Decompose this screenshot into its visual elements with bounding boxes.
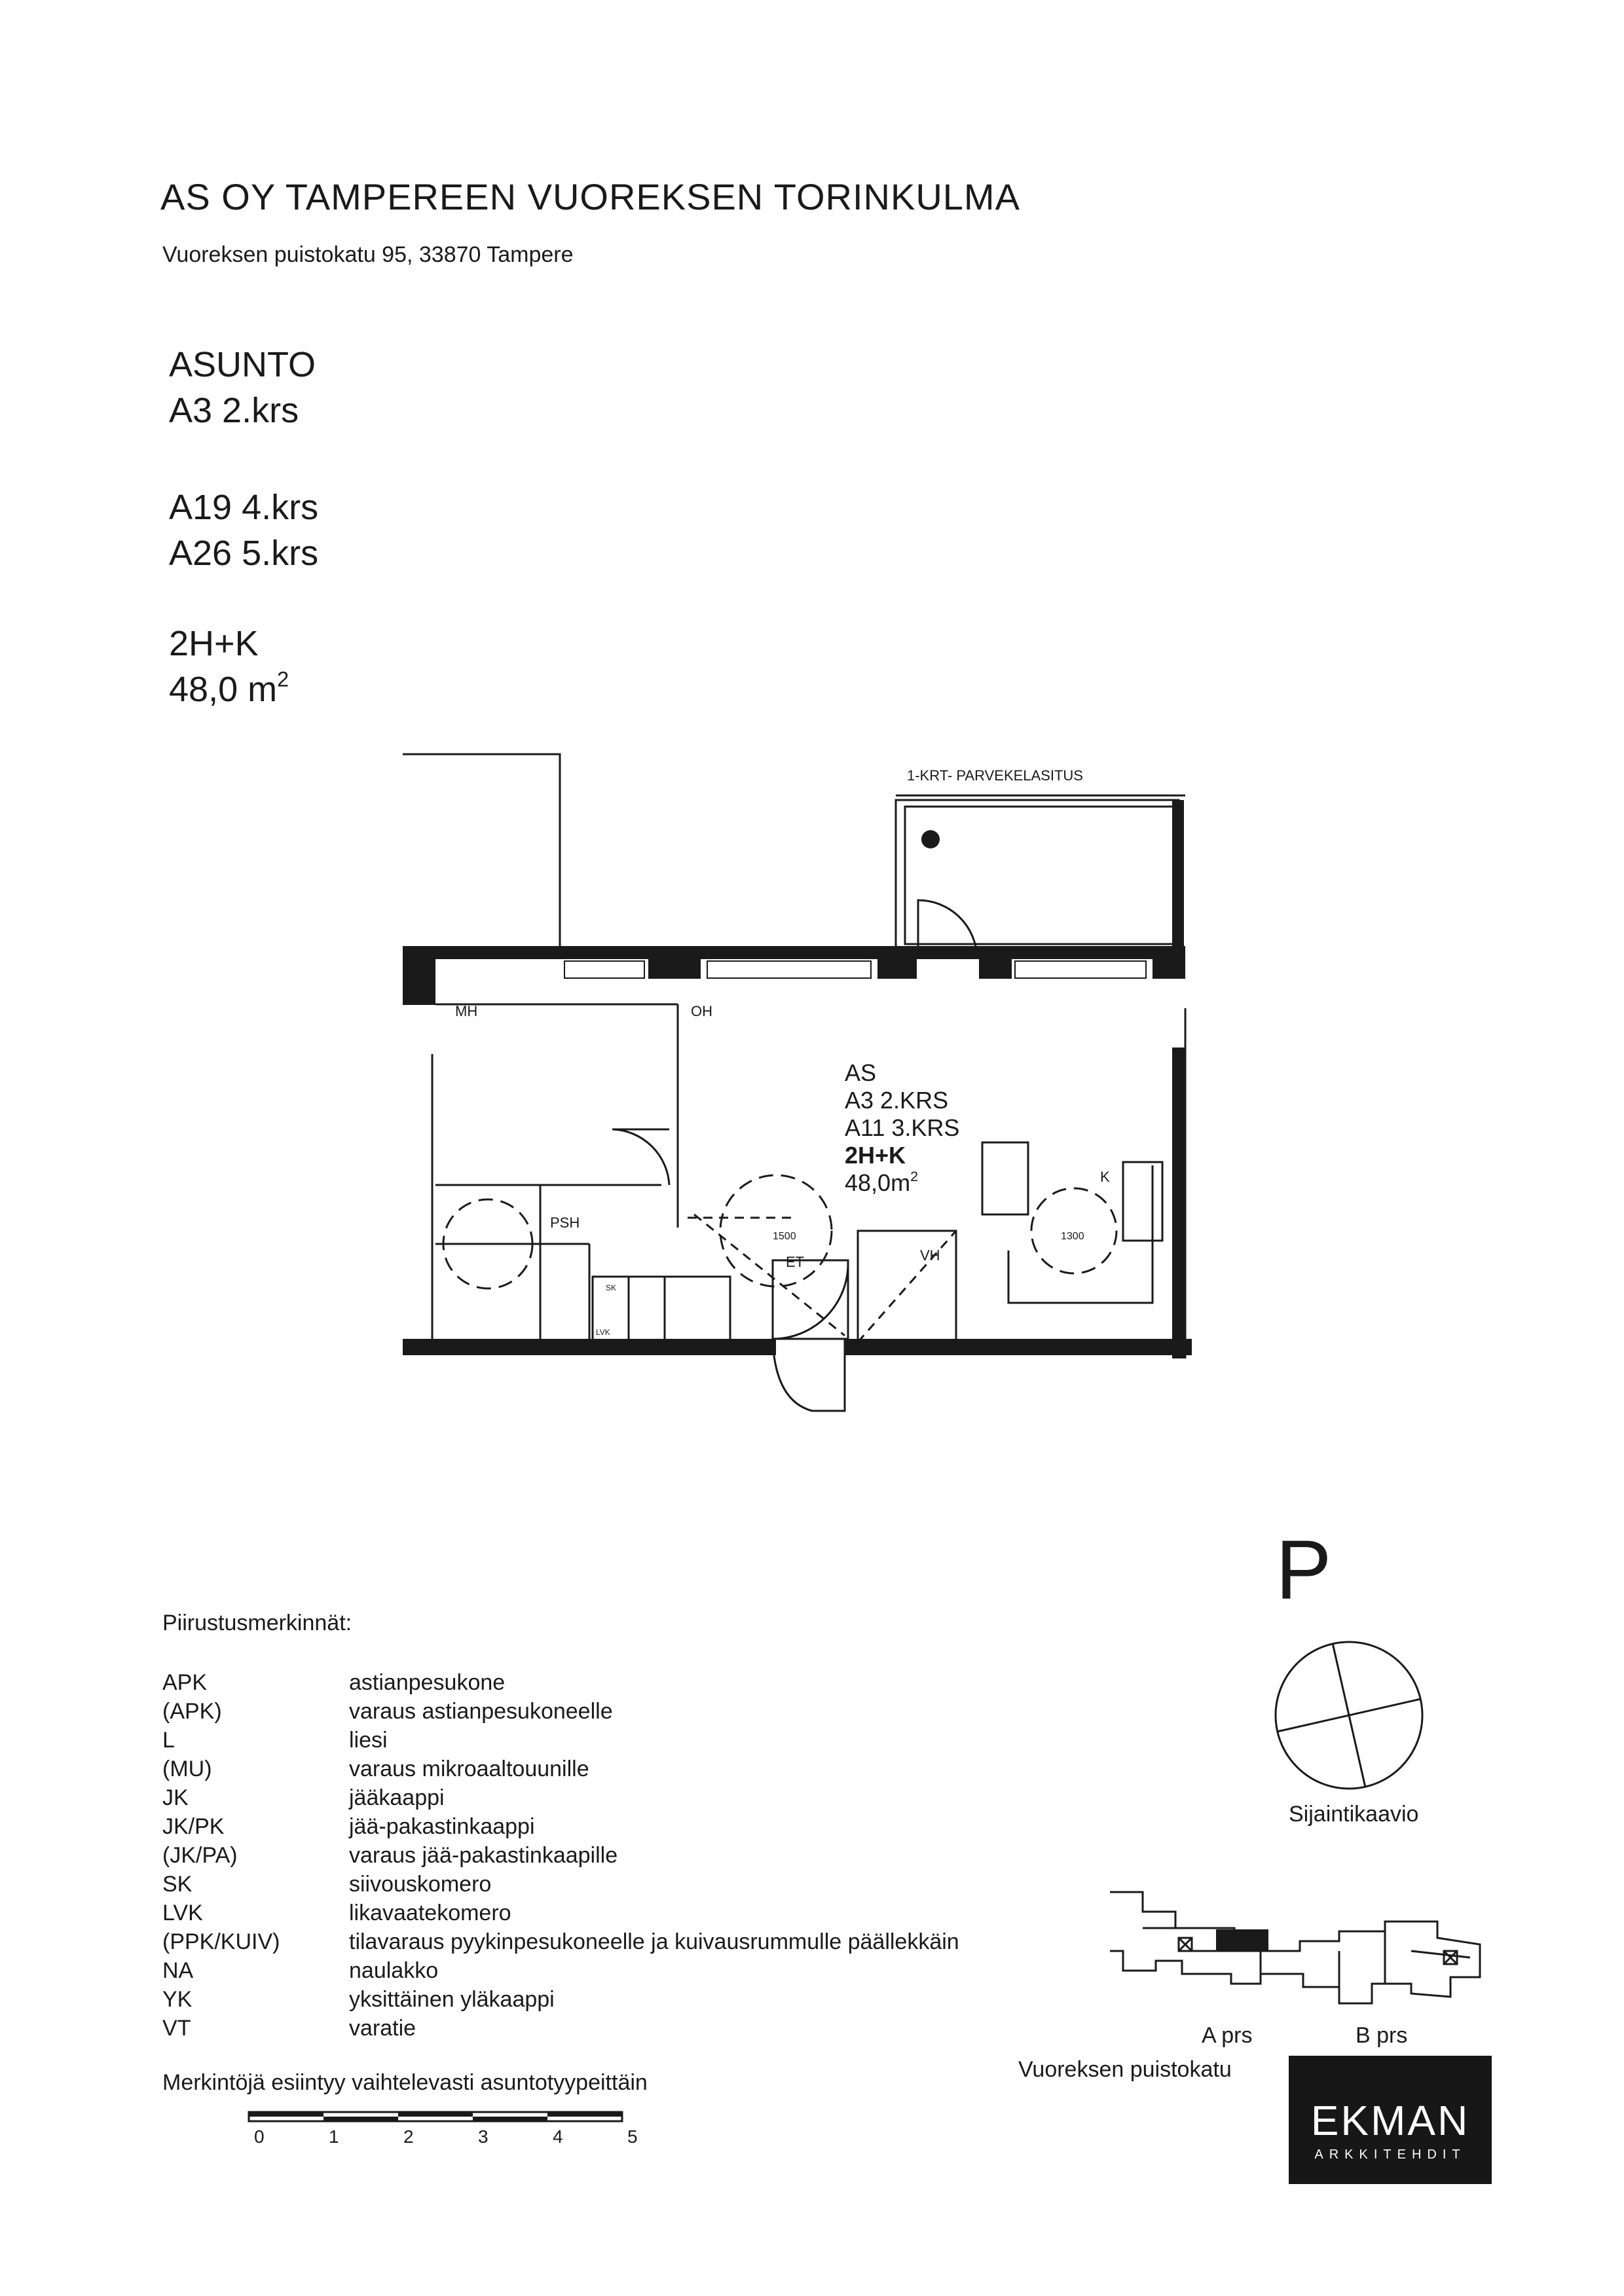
label-sk: SK — [606, 1283, 617, 1292]
room-label-mh: MH — [455, 1003, 478, 1019]
legend-row: L liesi — [162, 1728, 388, 1753]
unit-other-block — [169, 484, 318, 576]
unit-other: A19 4.krs — [169, 488, 319, 527]
ekman-logo — [1289, 2056, 1492, 2184]
legend-row: JK jääkaappi — [162, 1785, 445, 1810]
scale-tick: 1 — [329, 2126, 339, 2147]
project-address: Vuoreksen puistokatu 95, 33870 Tampere — [162, 242, 574, 267]
dimension-et: 1500 — [773, 1231, 796, 1242]
legend-row: YK yksittäinen yläkaappi — [162, 1987, 555, 2012]
scale-tick: 4 — [553, 2126, 563, 2147]
legend-row: NA naulakko — [162, 1958, 439, 1983]
a-building-label: A prs — [1202, 2023, 1253, 2048]
label-lvk: LVK — [596, 1328, 610, 1337]
unit-type-block — [169, 621, 289, 712]
legend-row: (MU) varaus mikroaaltouunille — [162, 1757, 589, 1781]
scale-bar — [242, 2107, 642, 2133]
scale-tick: 3 — [478, 2126, 489, 2147]
scale-tick: 0 — [254, 2126, 265, 2147]
legend-row: (PPK/KUIV) tilavaraus pyykinpesukoneelle ja kuivausrummulle päällekkäin — [162, 1929, 959, 1954]
dimension-k: 1300 — [1061, 1231, 1084, 1242]
room-label-k: K — [1100, 1169, 1110, 1185]
site-plan-diagram — [1103, 1879, 1483, 2010]
unit-area: 48,0 $m^2$ — [169, 667, 289, 709]
north-letter: P — [1276, 1523, 1332, 1617]
legend-row: JK/PK jää-pakastinkaappi — [162, 1814, 535, 1839]
room-label-psh: PSH — [550, 1214, 580, 1231]
unit-type: 2H+K — [169, 624, 259, 663]
legend-row: SK siivouskomero — [162, 1872, 492, 1897]
unit-label: ASUNTO — [169, 345, 316, 384]
unit-block — [169, 342, 316, 433]
logo-name: EKMAN — [1310, 2097, 1470, 2144]
unit-other: A26 5.krs — [169, 534, 319, 573]
logo-subtitle: ARKKITEHDIT — [1314, 2147, 1466, 2162]
north-compass-icon — [1270, 1637, 1428, 1794]
location-diagram-caption: Sijaintikaavio — [1289, 1802, 1419, 1827]
legend-row: (APK) varaus astianpesukoneelle — [162, 1699, 613, 1724]
balcony-label: 1-KRT- PARVEKELASITUS — [907, 767, 1083, 784]
legend-note: Merkintöjä esiintyy vaihtelevasti asuntotyypeittäin — [162, 2070, 648, 2095]
legend-row: APK astianpesukone — [162, 1670, 506, 1695]
unit-primary: A3 2.krs — [169, 391, 299, 430]
legend-list — [162, 1668, 959, 2043]
room-label-oh: OH — [691, 1003, 712, 1019]
legend-row: VT varatie — [162, 2016, 416, 2041]
room-label-et: ET — [786, 1254, 805, 1270]
floor-plan — [393, 746, 1238, 1434]
legend-row: (JK/PA) varaus jää-pakastinkaapille — [162, 1843, 618, 1868]
legend-row: LVK likavaatekomero — [162, 1901, 511, 1925]
unit-center-label: AS A3 2.KRS A11 3.KRS 2H+K $48,0m^2$ — [845, 1059, 960, 1196]
scale-tick: 5 — [627, 2126, 638, 2147]
project-title: AS OY TAMPEREEN VUOREKSEN TORINKULMA — [160, 176, 1020, 217]
legend-heading: Piirustusmerkinnät: — [162, 1611, 352, 1635]
b-building-label: B prs — [1356, 2023, 1408, 2048]
room-label-vh: VH — [920, 1247, 940, 1264]
scale-tick: 2 — [403, 2126, 414, 2147]
street-label: Vuoreksen puistokatu — [1018, 2057, 1232, 2082]
